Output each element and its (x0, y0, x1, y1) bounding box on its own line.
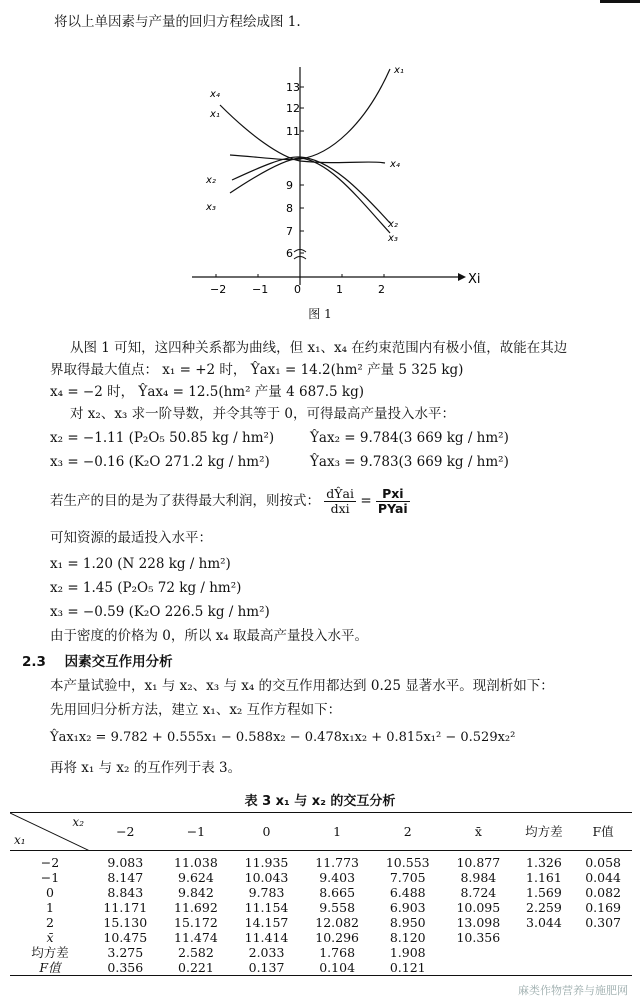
para3-line3: x₂ = 1.45 (P₂O₅ 72 kg / hm²) (50, 580, 242, 596)
table-cell: 0.044 (585, 870, 621, 885)
table-cell: 6.903 (389, 900, 426, 915)
table-cell: 10.356 (456, 930, 501, 945)
row-label: −1 (40, 870, 60, 885)
para3-line2: x₁ = 1.20 (N 228 kg / hm²) (50, 556, 231, 572)
label-left-x3: x₃ (206, 202, 216, 213)
para1-line6b: Ŷax₃ = 9.783(3 669 kg / hm²) (310, 454, 509, 470)
table-cell: 3.044 (526, 915, 562, 930)
table-cell: 1.768 (319, 945, 356, 960)
table-row (10, 945, 632, 960)
table-cell (514, 960, 575, 976)
table-3 (10, 812, 632, 976)
table-cell: 0.121 (372, 960, 443, 976)
fraction-Pxi-PYai (376, 487, 410, 516)
intro-text: 将以上单因素与产量的回归方程绘成图 1. (54, 14, 301, 30)
table-row (10, 885, 632, 900)
section-heading (22, 652, 173, 672)
table-cell (574, 960, 632, 976)
page-edge-mark (600, 0, 640, 3)
table-cell: 2.033 (248, 945, 285, 960)
table-cell: 12.082 (315, 915, 359, 930)
table-cell: 1.569 (526, 885, 562, 900)
col-header: 0 (231, 813, 302, 851)
label-left-x2: x₂ (206, 175, 216, 186)
y-tick-label: 11 (286, 125, 300, 138)
fraction2-denominator: PYai (377, 501, 408, 516)
para1-line5a: x₂ = −1.11 (P₂O₅ 50.85 kg / hm²) (50, 430, 275, 446)
y-tick-label: 6 (286, 247, 293, 260)
corner-bottom-label: x₁ (14, 833, 26, 847)
table-cell: 9.842 (178, 885, 214, 900)
fraction2-numerator: Pxi (376, 487, 410, 502)
table-cell: 7.705 (389, 870, 426, 885)
table-cell (514, 945, 575, 960)
row-label: 2 (46, 915, 54, 930)
para2-line1 (50, 484, 410, 518)
table-cell (574, 945, 632, 960)
table-header-row (10, 813, 632, 851)
row-label: 0 (46, 885, 54, 900)
table-cell: 9.558 (319, 900, 356, 915)
row-label: −2 (40, 855, 60, 870)
label-right-x3: x₃ (388, 233, 398, 244)
table-cell: 0.221 (161, 960, 232, 976)
table-cell: 8.120 (389, 930, 426, 945)
y-tick-label: 12 (286, 102, 300, 115)
table-row (10, 930, 632, 945)
para1-line1: 从图 1 可知，这四种关系都为曲线，但 x₁、x₄ 在约束范围内有极小值，故能在其边 (70, 340, 568, 356)
table-cell: 11.414 (244, 930, 289, 945)
y-tick-label: 9 (286, 179, 293, 192)
table-cell: 0.307 (585, 915, 621, 930)
x-tick-label: 2 (378, 283, 385, 296)
curve-x4 (220, 105, 385, 163)
table-row (10, 870, 632, 885)
x-tick-label: −2 (210, 283, 227, 296)
table-corner (10, 813, 90, 851)
col-header: F值 (574, 813, 632, 851)
col-header: 1 (302, 813, 373, 851)
label-left-x1: x₁ (210, 109, 220, 120)
watermark: 麻类作物营养与施肥网 (518, 984, 628, 997)
equals-sign: = (360, 493, 372, 509)
table-cell: 1.326 (526, 855, 562, 870)
table-cell: 8.665 (319, 885, 356, 900)
label-left-x4: x₄ (210, 89, 220, 100)
table-cell: 11.171 (103, 900, 148, 915)
table-cell (443, 945, 514, 960)
table-cell: 2.259 (526, 900, 562, 915)
para2-text: 若生产的目的是为了获得最大利润，则按式： (50, 493, 320, 509)
para1-line4: 对 x₂、x₃ 求一阶导数，并令其等于 0，可得最高产量投入水平： (70, 406, 456, 422)
table-cell: 11.474 (174, 930, 218, 945)
table-cell: 9.083 (107, 855, 144, 870)
table-cell (574, 930, 632, 945)
table-cell: 6.488 (389, 885, 426, 900)
fraction1-denominator: dxi (330, 501, 350, 516)
curve-x3 (230, 158, 390, 233)
table-cell: 9.783 (248, 885, 285, 900)
x-axis-label: Xi (468, 272, 481, 287)
table-cell: 0.082 (585, 885, 621, 900)
col-header: x̄ (443, 813, 514, 851)
para4-line2: 先用回归分析方法，建立 x₁、x₂ 互作方程如下： (50, 702, 342, 718)
row-label: 均方差 (31, 945, 69, 960)
table-cell: 1.908 (389, 945, 426, 960)
y-tick-label: 7 (286, 225, 293, 238)
table-cell: 10.475 (103, 930, 148, 945)
para1-line6a: x₃ = −0.16 (K₂O 271.2 kg / hm²) (50, 454, 270, 470)
fraction-dYai-dxi (324, 487, 356, 516)
table-cell: 11.773 (315, 855, 359, 870)
table-cell: 8.843 (107, 885, 144, 900)
para1-line2: 界取得最大值点： x₁ = +2 时， Ŷax₁ = 14.2(hm² 产量 5 325 kg) (50, 362, 464, 378)
label-right-x2: x₂ (388, 219, 398, 230)
col-header: 均方差 (514, 813, 575, 851)
table3-title: 表 3 x₁ 与 x₂ 的交互分析 (244, 794, 396, 809)
table-cell: 1.161 (526, 870, 562, 885)
table-cell: 10.095 (456, 900, 501, 915)
table-cell: 0.356 (90, 960, 161, 976)
corner-top-label: x₂ (72, 815, 84, 829)
para4-line1: 本产量试验中，x₁ 与 x₂、x₃ 与 x₄ 的交互作用都达到 0.25 显著水平。现剖析如下： (50, 678, 554, 694)
col-header: −1 (161, 813, 232, 851)
table-cell: 10.877 (456, 855, 501, 870)
table-row (10, 960, 632, 976)
table-cell: 15.172 (174, 915, 218, 930)
para3-line4: x₃ = −0.59 (K₂O 226.5 kg / hm²) (50, 604, 270, 620)
table-cell: 0.104 (302, 960, 373, 976)
table-cell: 11.154 (244, 900, 289, 915)
table-cell: 8.147 (107, 870, 144, 885)
table-cell: 11.935 (244, 855, 289, 870)
table-cell: 0.169 (585, 900, 621, 915)
table-cell: 10.043 (244, 870, 289, 885)
table-row (10, 915, 632, 930)
para1-line5b: Ŷax₂ = 9.784(3 669 kg / hm²) (310, 430, 509, 446)
table-cell: 8.950 (389, 915, 426, 930)
label-right-x1: x₁ (394, 65, 404, 76)
table-cell: 8.724 (460, 885, 497, 900)
table-cell: 11.038 (174, 855, 218, 870)
table-row (10, 851, 632, 871)
x-tick-label: 1 (336, 283, 343, 296)
table-cell: 0.058 (585, 855, 621, 870)
table-row (10, 900, 632, 915)
x-tick-label: −1 (252, 283, 269, 296)
figure-caption: 图 1 (308, 307, 332, 321)
row-label: x̄ (46, 930, 54, 945)
para3-line1: 可知资源的最适投入水平： (50, 530, 212, 546)
curve-x2 (232, 157, 390, 223)
table-cell (443, 960, 514, 976)
para4-line3: 再将 x₁ 与 x₂ 的互作列于表 3。 (50, 760, 242, 776)
row-label: 1 (46, 900, 54, 915)
x-tick-label: 0 (294, 283, 301, 296)
label-right-x4: x₄ (390, 159, 400, 170)
section-title: 因素交互作用分析 (64, 654, 173, 670)
table-cell: 15.130 (103, 915, 148, 930)
curve-x1 (230, 69, 390, 160)
table-cell: 9.624 (178, 870, 214, 885)
col-header: −2 (90, 813, 161, 851)
table-cell: 2.582 (178, 945, 214, 960)
table-cell (514, 930, 575, 945)
y-tick-label: 8 (286, 202, 293, 215)
figure-1-plot (190, 55, 490, 305)
table-cell: 10.296 (315, 930, 359, 945)
table-cell: 14.157 (244, 915, 289, 930)
section-number: 2.3 (22, 654, 46, 670)
para3-line5: 由于密度的价格为 0，所以 x₄ 取最高产量投入水平。 (50, 628, 368, 644)
para1-line3: x₄ = −2 时， Ŷax₄ = 12.5(hm² 产量 4 687.5 kg) (50, 384, 365, 400)
figure-1 (190, 55, 490, 309)
table-cell: 9.403 (319, 870, 356, 885)
y-ticks (286, 81, 304, 260)
x-axis-arrow (458, 273, 466, 281)
table-cell: 11.692 (174, 900, 218, 915)
table-cell: 8.984 (460, 870, 497, 885)
fraction1-numerator: dŶai (326, 486, 355, 501)
y-tick-label: 13 (286, 81, 300, 94)
row-label: F值 (10, 960, 90, 976)
col-header: 2 (372, 813, 443, 851)
table-cell: 10.553 (385, 855, 430, 870)
table-cell: 0.137 (231, 960, 302, 976)
table-cell: 13.098 (456, 915, 501, 930)
regression-equation: Ŷax₁x₂ = 9.782 + 0.555x₁ − 0.588x₂ − 0.478x₁x₂ + 0.815x₁² − 0.529x₂² (50, 730, 516, 745)
table-cell: 3.275 (107, 945, 144, 960)
